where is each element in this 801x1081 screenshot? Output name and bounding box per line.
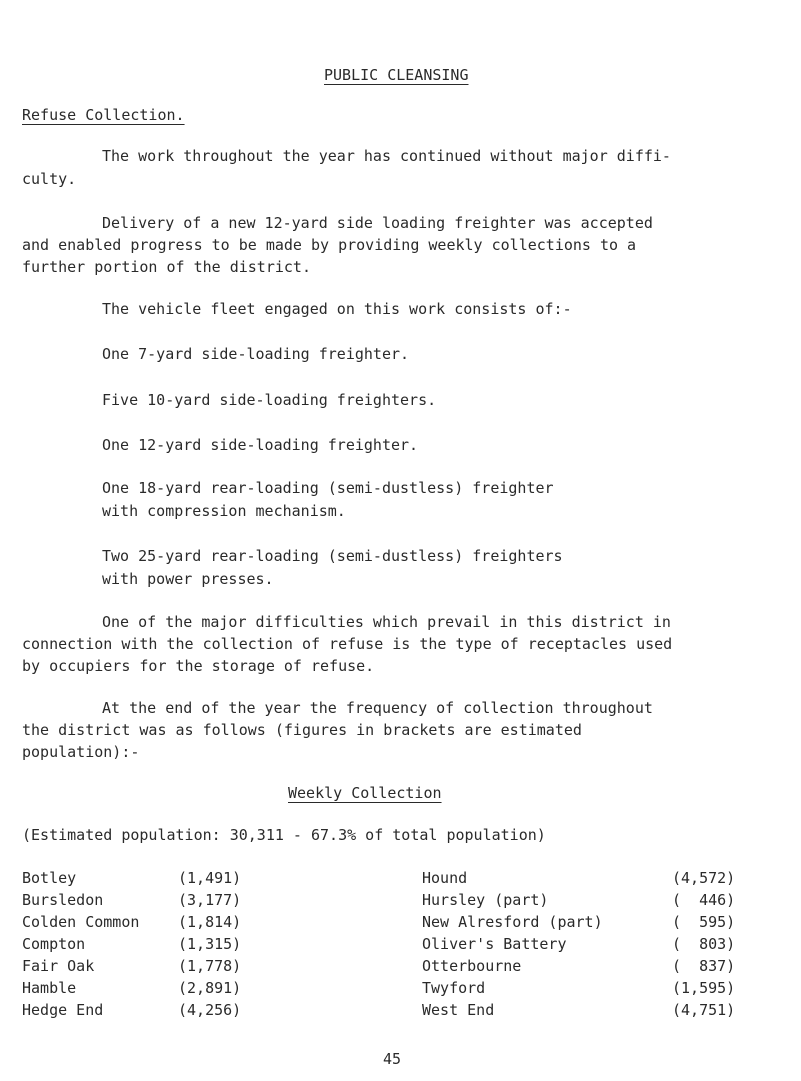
left-pop-5: (1,778) bbox=[178, 957, 242, 975]
right-pop-2: ( 446) bbox=[672, 891, 736, 909]
right-place-1: Hound bbox=[422, 869, 468, 887]
left-pop-4: (1,315) bbox=[178, 935, 242, 953]
right-pop-6: (1,595) bbox=[672, 979, 736, 997]
left-place-3: Colden Common bbox=[22, 913, 140, 931]
fleet-intro: The vehicle fleet engaged on this work consists of:- bbox=[102, 300, 572, 318]
left-place-2: Bursledon bbox=[22, 891, 104, 909]
left-pop-1: (1,491) bbox=[178, 869, 242, 887]
left-place-4: Compton bbox=[22, 935, 86, 953]
right-pop-4: ( 803) bbox=[672, 935, 736, 953]
fleet-item-5-line-1: Two 25-yard rear-loading (semi-dustless) freighters bbox=[102, 547, 563, 565]
table-heading: Weekly Collection bbox=[288, 784, 442, 802]
right-pop-3: ( 595) bbox=[672, 913, 736, 931]
right-pop-7: (4,751) bbox=[672, 1001, 736, 1019]
paragraph-4-line-2: the district was as follows (figures in brackets are estimated bbox=[22, 721, 582, 739]
right-place-3: New Alresford (part) bbox=[422, 913, 603, 931]
paragraph-2-line-2: and enabled progress to be made by providing weekly collections to a bbox=[22, 236, 637, 254]
right-place-6: Twyford bbox=[422, 979, 486, 997]
paragraph-2-line-3: further portion of the district. bbox=[22, 258, 311, 276]
left-pop-2: (3,177) bbox=[178, 891, 242, 909]
right-place-2: Hursley (part) bbox=[422, 891, 549, 909]
left-place-7: Hedge End bbox=[22, 1001, 104, 1019]
fleet-item-4-line-1: One 18-yard rear-loading (semi-dustless) freighter bbox=[102, 479, 554, 497]
paragraph-1-line-2: culty. bbox=[22, 170, 77, 188]
paragraph-3-line-2: connection with the collection of refuse is the type of receptacles used bbox=[22, 635, 673, 653]
right-pop-5: ( 837) bbox=[672, 957, 736, 975]
left-pop-3: (1,814) bbox=[178, 913, 242, 931]
right-pop-1: (4,572) bbox=[672, 869, 736, 887]
left-pop-7: (4,256) bbox=[178, 1001, 242, 1019]
page-number: 45 bbox=[383, 1050, 402, 1068]
paragraph-2-line-1: Delivery of a new 12-yard side loading freighter was accepted bbox=[102, 214, 653, 232]
subsection-heading: Refuse Collection. bbox=[22, 106, 185, 124]
fleet-item-1: One 7-yard side-loading freighter. bbox=[102, 345, 410, 363]
population-summary: (Estimated population: 30,311 - 67.3% of total population) bbox=[22, 826, 546, 844]
left-place-6: Hamble bbox=[22, 979, 77, 997]
left-place-1: Botley bbox=[22, 869, 77, 887]
paragraph-4-line-1: At the end of the year the frequency of collection throughout bbox=[102, 699, 653, 717]
fleet-item-3: One 12-yard side-loading freighter. bbox=[102, 436, 419, 454]
paragraph-3-line-1: One of the major difficulties which prevail in this district in bbox=[102, 613, 671, 631]
paragraph-3-line-3: by occupiers for the storage of refuse. bbox=[22, 657, 375, 675]
fleet-item-4-line-2: with compression mechanism. bbox=[102, 502, 346, 520]
right-place-5: Otterbourne bbox=[422, 957, 522, 975]
section-heading: PUBLIC CLEANSING bbox=[324, 66, 469, 84]
fleet-item-5-line-2: with power presses. bbox=[102, 570, 274, 588]
left-pop-6: (2,891) bbox=[178, 979, 242, 997]
paragraph-1-line-1: The work throughout the year has continued without major diffi- bbox=[102, 147, 671, 165]
left-place-5: Fair Oak bbox=[22, 957, 95, 975]
right-place-7: West End bbox=[422, 1001, 495, 1019]
fleet-item-2: Five 10-yard side-loading freighters. bbox=[102, 391, 437, 409]
paragraph-4-line-3: population):- bbox=[22, 743, 140, 761]
right-place-4: Oliver's Battery bbox=[422, 935, 567, 953]
